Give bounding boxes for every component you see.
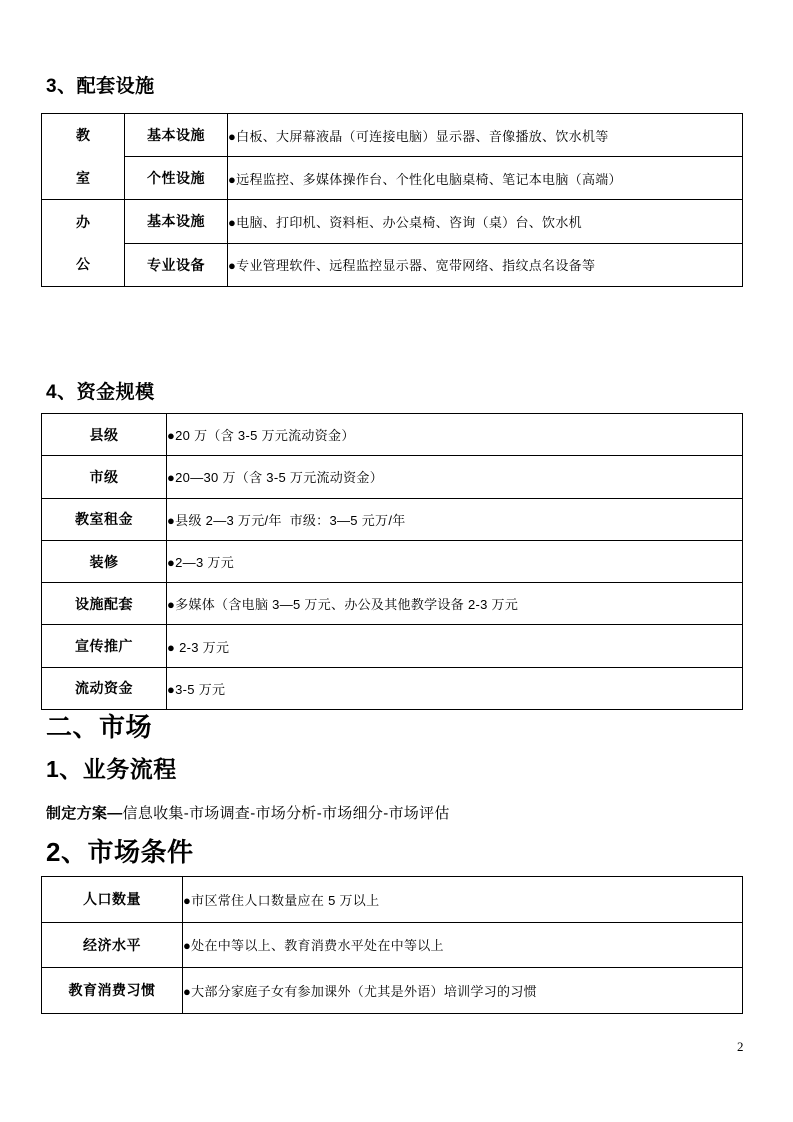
- row-label: 教育消费习惯: [42, 968, 183, 1014]
- process-flow-lead: 制定方案—: [46, 805, 123, 822]
- row-label: 装修: [42, 540, 167, 582]
- table-row: [42, 114, 743, 157]
- row-content: ●大部分家庭子女有参加课外（尤其是外语）培训学习的习惯: [183, 968, 743, 1014]
- row-label: 基本设施: [125, 114, 228, 157]
- row-content: ●市区常住人口数量应在 5 万以上: [183, 877, 743, 923]
- row-label: 个性设施: [125, 157, 228, 200]
- row-content: ● 2-3 万元: [167, 625, 743, 667]
- row-content: ●远程监控、多媒体操作台、个性化电脑桌椅、笔记本电脑（高端）: [228, 157, 743, 200]
- row-label: 经济水平: [42, 922, 183, 968]
- group-cell-office: [42, 200, 125, 286]
- group-char: 教: [76, 127, 90, 144]
- row-content: ●多媒体（含电脑 3—5 万元、办公及其他教学设备 2-3 万元: [167, 583, 743, 625]
- row-label: 设施配套: [42, 583, 167, 625]
- row-content: ●电脑、打印机、资料柜、办公桌椅、咨询（桌）台、饮水机: [228, 200, 743, 243]
- table-row: [42, 243, 743, 286]
- market-conditions-table: [41, 876, 743, 1014]
- process-flow-text: [46, 802, 450, 823]
- table-row: [42, 922, 743, 968]
- table-row: [42, 540, 743, 582]
- row-content: ●专业管理软件、远程监控显示器、宽带网络、指纹点名设备等: [228, 243, 743, 286]
- process-flow-steps: 信息收集-市场调查-市场分析-市场细分-市场评估: [122, 805, 450, 822]
- heading-business-process: 1、业务流程: [46, 756, 177, 782]
- group-char: 室: [76, 170, 90, 187]
- funding-table: [41, 413, 743, 710]
- row-label: 宣传推广: [42, 625, 167, 667]
- table-row: [42, 877, 743, 923]
- table-row: [42, 583, 743, 625]
- heading-funding-scale: 4、资金规模: [46, 382, 155, 403]
- heading-market: 二、市场: [46, 712, 153, 742]
- row-content: ●县级 2—3 万元/年 市级：3—5 元万/年: [167, 498, 743, 540]
- heading-supporting-facilities: 3、配套设施: [46, 76, 155, 97]
- table-row: [42, 625, 743, 667]
- page-number: 2: [737, 1039, 744, 1054]
- table-row: [42, 200, 743, 243]
- table-row: [42, 414, 743, 456]
- row-label: 教室租金: [42, 498, 167, 540]
- row-content: ●20 万（含 3-5 万元流动资金）: [167, 414, 743, 456]
- table-row: [42, 456, 743, 498]
- table-row: [42, 498, 743, 540]
- row-label: 基本设施: [125, 200, 228, 243]
- row-label: 专业设备: [125, 243, 228, 286]
- group-char: 公: [76, 256, 90, 273]
- row-label: 市级: [42, 456, 167, 498]
- row-content: ●3-5 万元: [167, 667, 743, 709]
- group-cell-classroom: [42, 114, 125, 200]
- group-char: 办: [76, 213, 90, 230]
- row-label: 人口数量: [42, 877, 183, 923]
- heading-market-conditions: 2、市场条件: [46, 837, 194, 867]
- row-content: ●白板、大屏幕液晶（可连接电脑）显示器、音像播放、饮水机等: [228, 114, 743, 157]
- row-content: ●2—3 万元: [167, 540, 743, 582]
- row-content: ●20—30 万（含 3-5 万元流动资金）: [167, 456, 743, 498]
- row-content: ●处在中等以上、教育消费水平处在中等以上: [183, 922, 743, 968]
- row-label: 流动资金: [42, 667, 167, 709]
- table-row: [42, 157, 743, 200]
- row-label: 县级: [42, 414, 167, 456]
- table-row: [42, 968, 743, 1014]
- facilities-table: [41, 113, 743, 287]
- table-row: [42, 667, 743, 709]
